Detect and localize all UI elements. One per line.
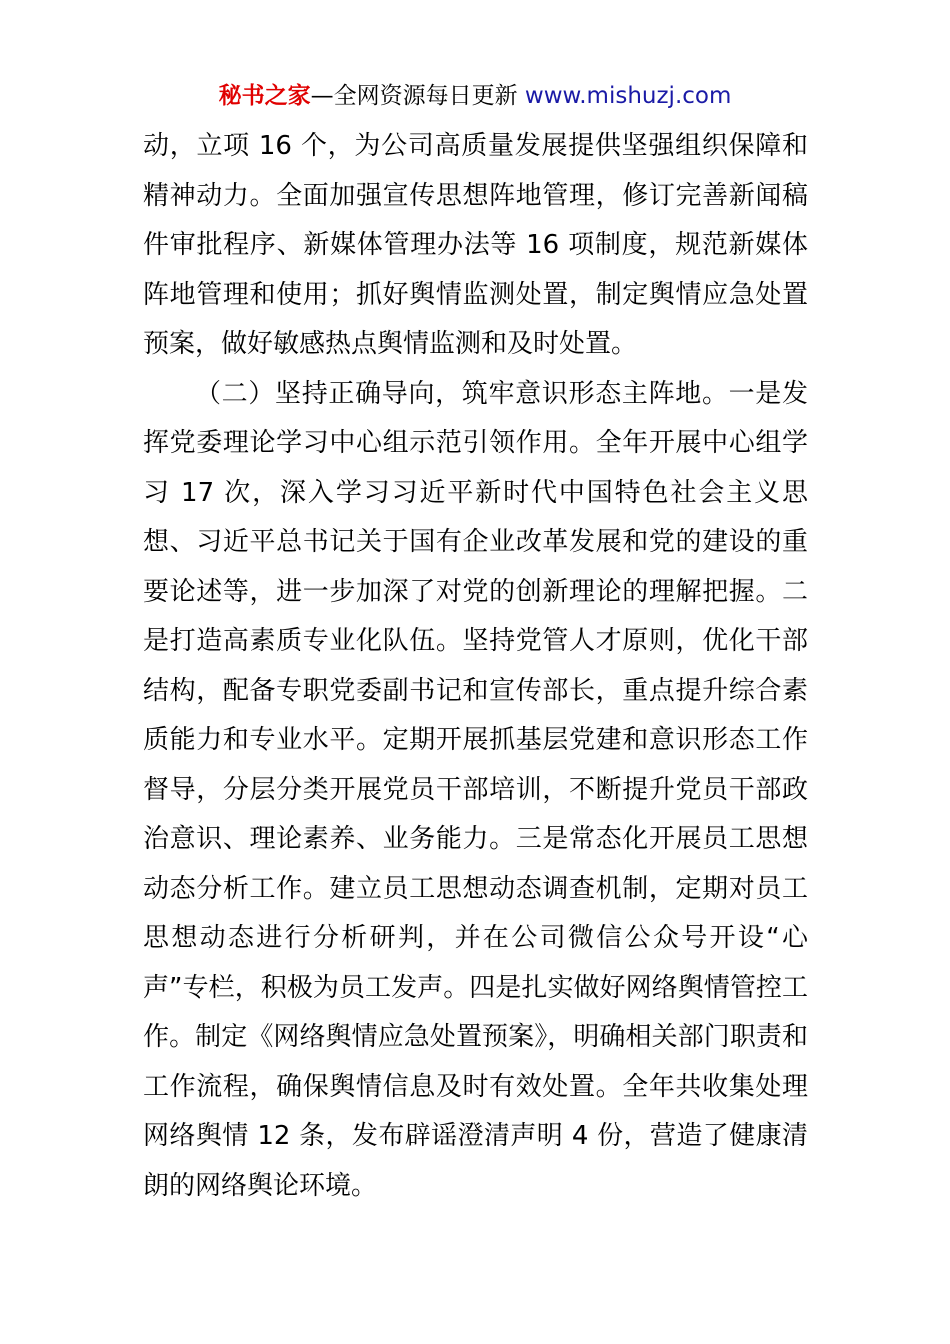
site-header (0, 80, 950, 112)
document-body (143, 122, 808, 1211)
site-url-link[interactable]: www.mishuzj.com (524, 83, 732, 109)
brand-name: 秘书之家 (218, 83, 311, 109)
paragraph-section-2: （二）坚持正确导向，筑牢意识形态主阵地。一是发挥党委理论学习中心组示范引领作用。全年开展中心组学习 17 次，深入学习习近平新时代中国特色社会主义思想、习近平总书记关于国有企业改革发展和党的建设的重要论述等，进一步加深了对党的创新理论的理解把握。二是打造高素质专业化队伍。坚持党管人才原则，优化干部结构，配备专职党委副书记和宣传部长，重点提升综合素质能力和专业水平。定期开展抓基层党建和意识形态工作督导，分层分类开展党员干部培训，不断提升党员干部政治意识、理论素养、业务能力。三是常态化开展员工思想动态分析工作。建立员工思想动态调查机制，定期对员工思想动态进行分析研判，并在公司微信公众号开设“心声”专栏，积极为员工发声。四是扎实做好网络舆情管控工作。制定《网络舆情应急处置预案》，明确相关部门职责和工作流程，确保舆情信息及时有效处置。全年共收集处理网络舆情 12 条，发布辟谣澄清声明 4 份，营造了健康清朗的网络舆论环境。 (143, 378, 808, 1201)
paragraph-continuation: 动，立项 16 个，为公司高质量发展提供坚强组织保障和精神动力。全面加强宣传思想阵地管理，修订完善新闻稿件审批程序、新媒体管理办法等 16 项制度，规范新媒体阵地管理和使用；抓好舆情监测处置，制定舆情应急处置预案，做好敏感热点舆情监测和及时处置。 (143, 131, 808, 359)
header-tagline: —全网资源每日更新 (310, 83, 525, 109)
